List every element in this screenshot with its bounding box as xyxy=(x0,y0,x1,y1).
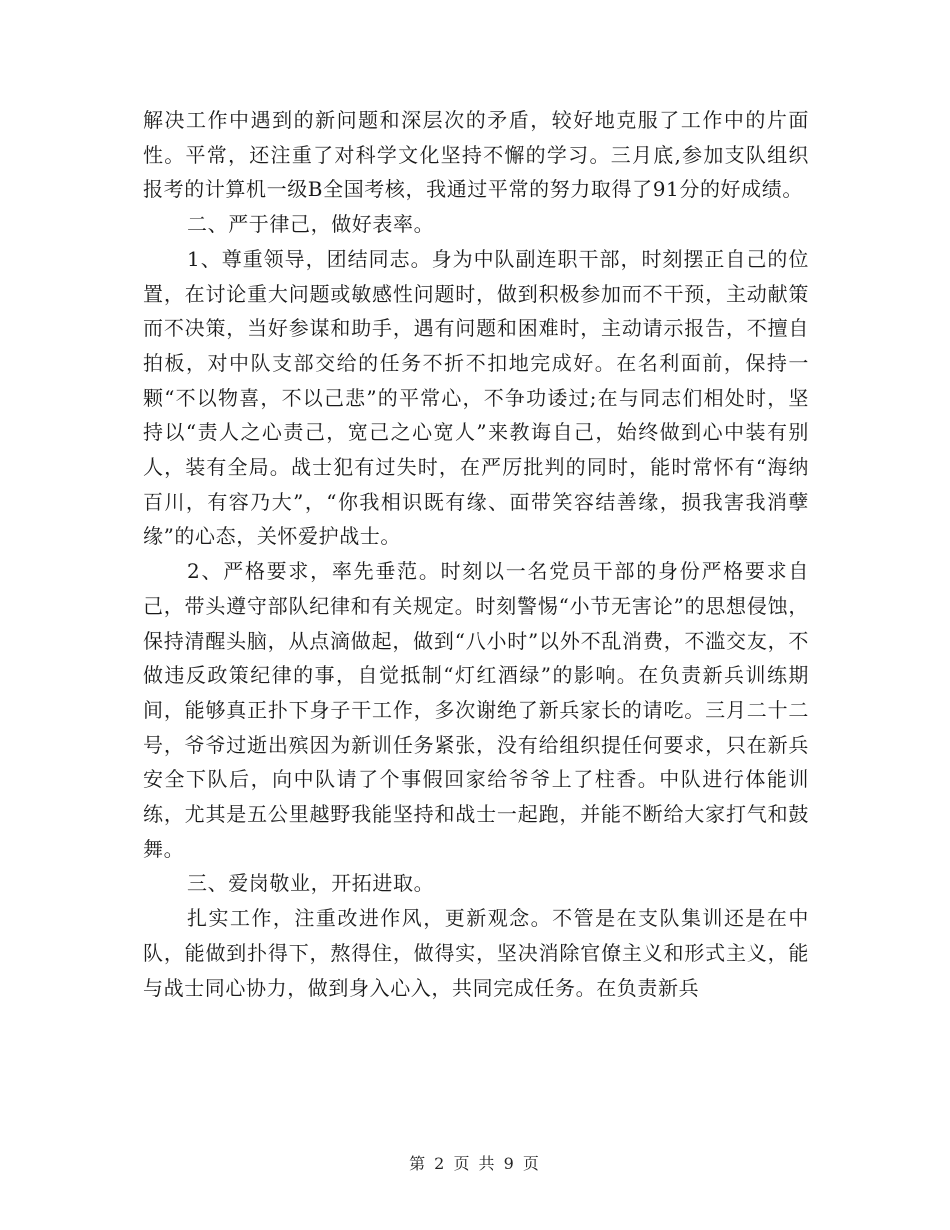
paragraph-2: 二、严于律己，做好表率。 xyxy=(187,212,435,237)
paragraph-3: 1、尊重领导，团结同志。身为中队副连职干部，时刻摆正自己的位置，在讨论重大问题或敏感性问题时，做到积极参加而不干预，主动献策而不决策，当好参谋和助手，遇有问题和困难时，主动请示报告，不擅自拍板，对中队支部交给的任务不折不扣地完成好。在名利面前，保持一颗“不以物喜，不以己悲”的平常心，不争功诿过;在与同志们相处时，坚持以“责人之心责己，宽己之心宽人”来教诲自己，始终做到心中装有别人，装有全局。战士犯有过失时，在严厉批判的同时，能时常怀有“海纳百川，有容乃大”，“你我相识既有缘、面带笑容结善缘，损我害我消孽缘”的心态，关怀爱护战士。 xyxy=(143,246,809,549)
paragraph-1: 解决工作中遇到的新问题和深层次的矛盾，较好地克服了工作中的片面性。平常，还注重了对科学文化坚持不懈的学习。三月底,参加支队组织报考的计算机一级B全国考核，我通过平常的努力取得了91分的好成绩。 xyxy=(143,108,809,202)
paragraph-5: 三、爱岗敬业，开拓进取。 xyxy=(187,871,435,896)
page-footer: 第 2 页 共 9 页 xyxy=(409,1154,541,1173)
body-text xyxy=(143,103,809,1005)
paragraph-4: 2、严格要求，率先垂范。时刻以一名党员干部的身份严格要求自己，带头遵守部队纪律和有关规定。时刻警惕“小节无害论”的思想侵蚀，保持清醒头脑，从点滴做起，做到“八小时”以外不乱消费，不滥交友，不做违反政策纪律的事，自觉抵制“灯红酒绿”的影响。在负责新兵训练期间，能够真正扑下身子干工作，多次谢绝了新兵家长的请吃。三月二十二号，爷爷过逝出殡因为新训任务紧张，没有给组织提任何要求，只在新兵安全下队后，向中队请了个事假回家给爷爷上了柱香。中队进行体能训练，尤其是五公里越野我能坚持和战士一起跑，并能不断给大家打气和鼓舞。 xyxy=(143,559,809,861)
paragraph-6: 扎实工作，注重改进作风，更新观念。不管是在支队集训还是在中队，能做到扑得下，熬得住，做得实，坚决消除官僚主义和形式主义，能与战士同心协力，做到身入心入，共同完成任务。在负责新兵 xyxy=(143,906,809,1000)
